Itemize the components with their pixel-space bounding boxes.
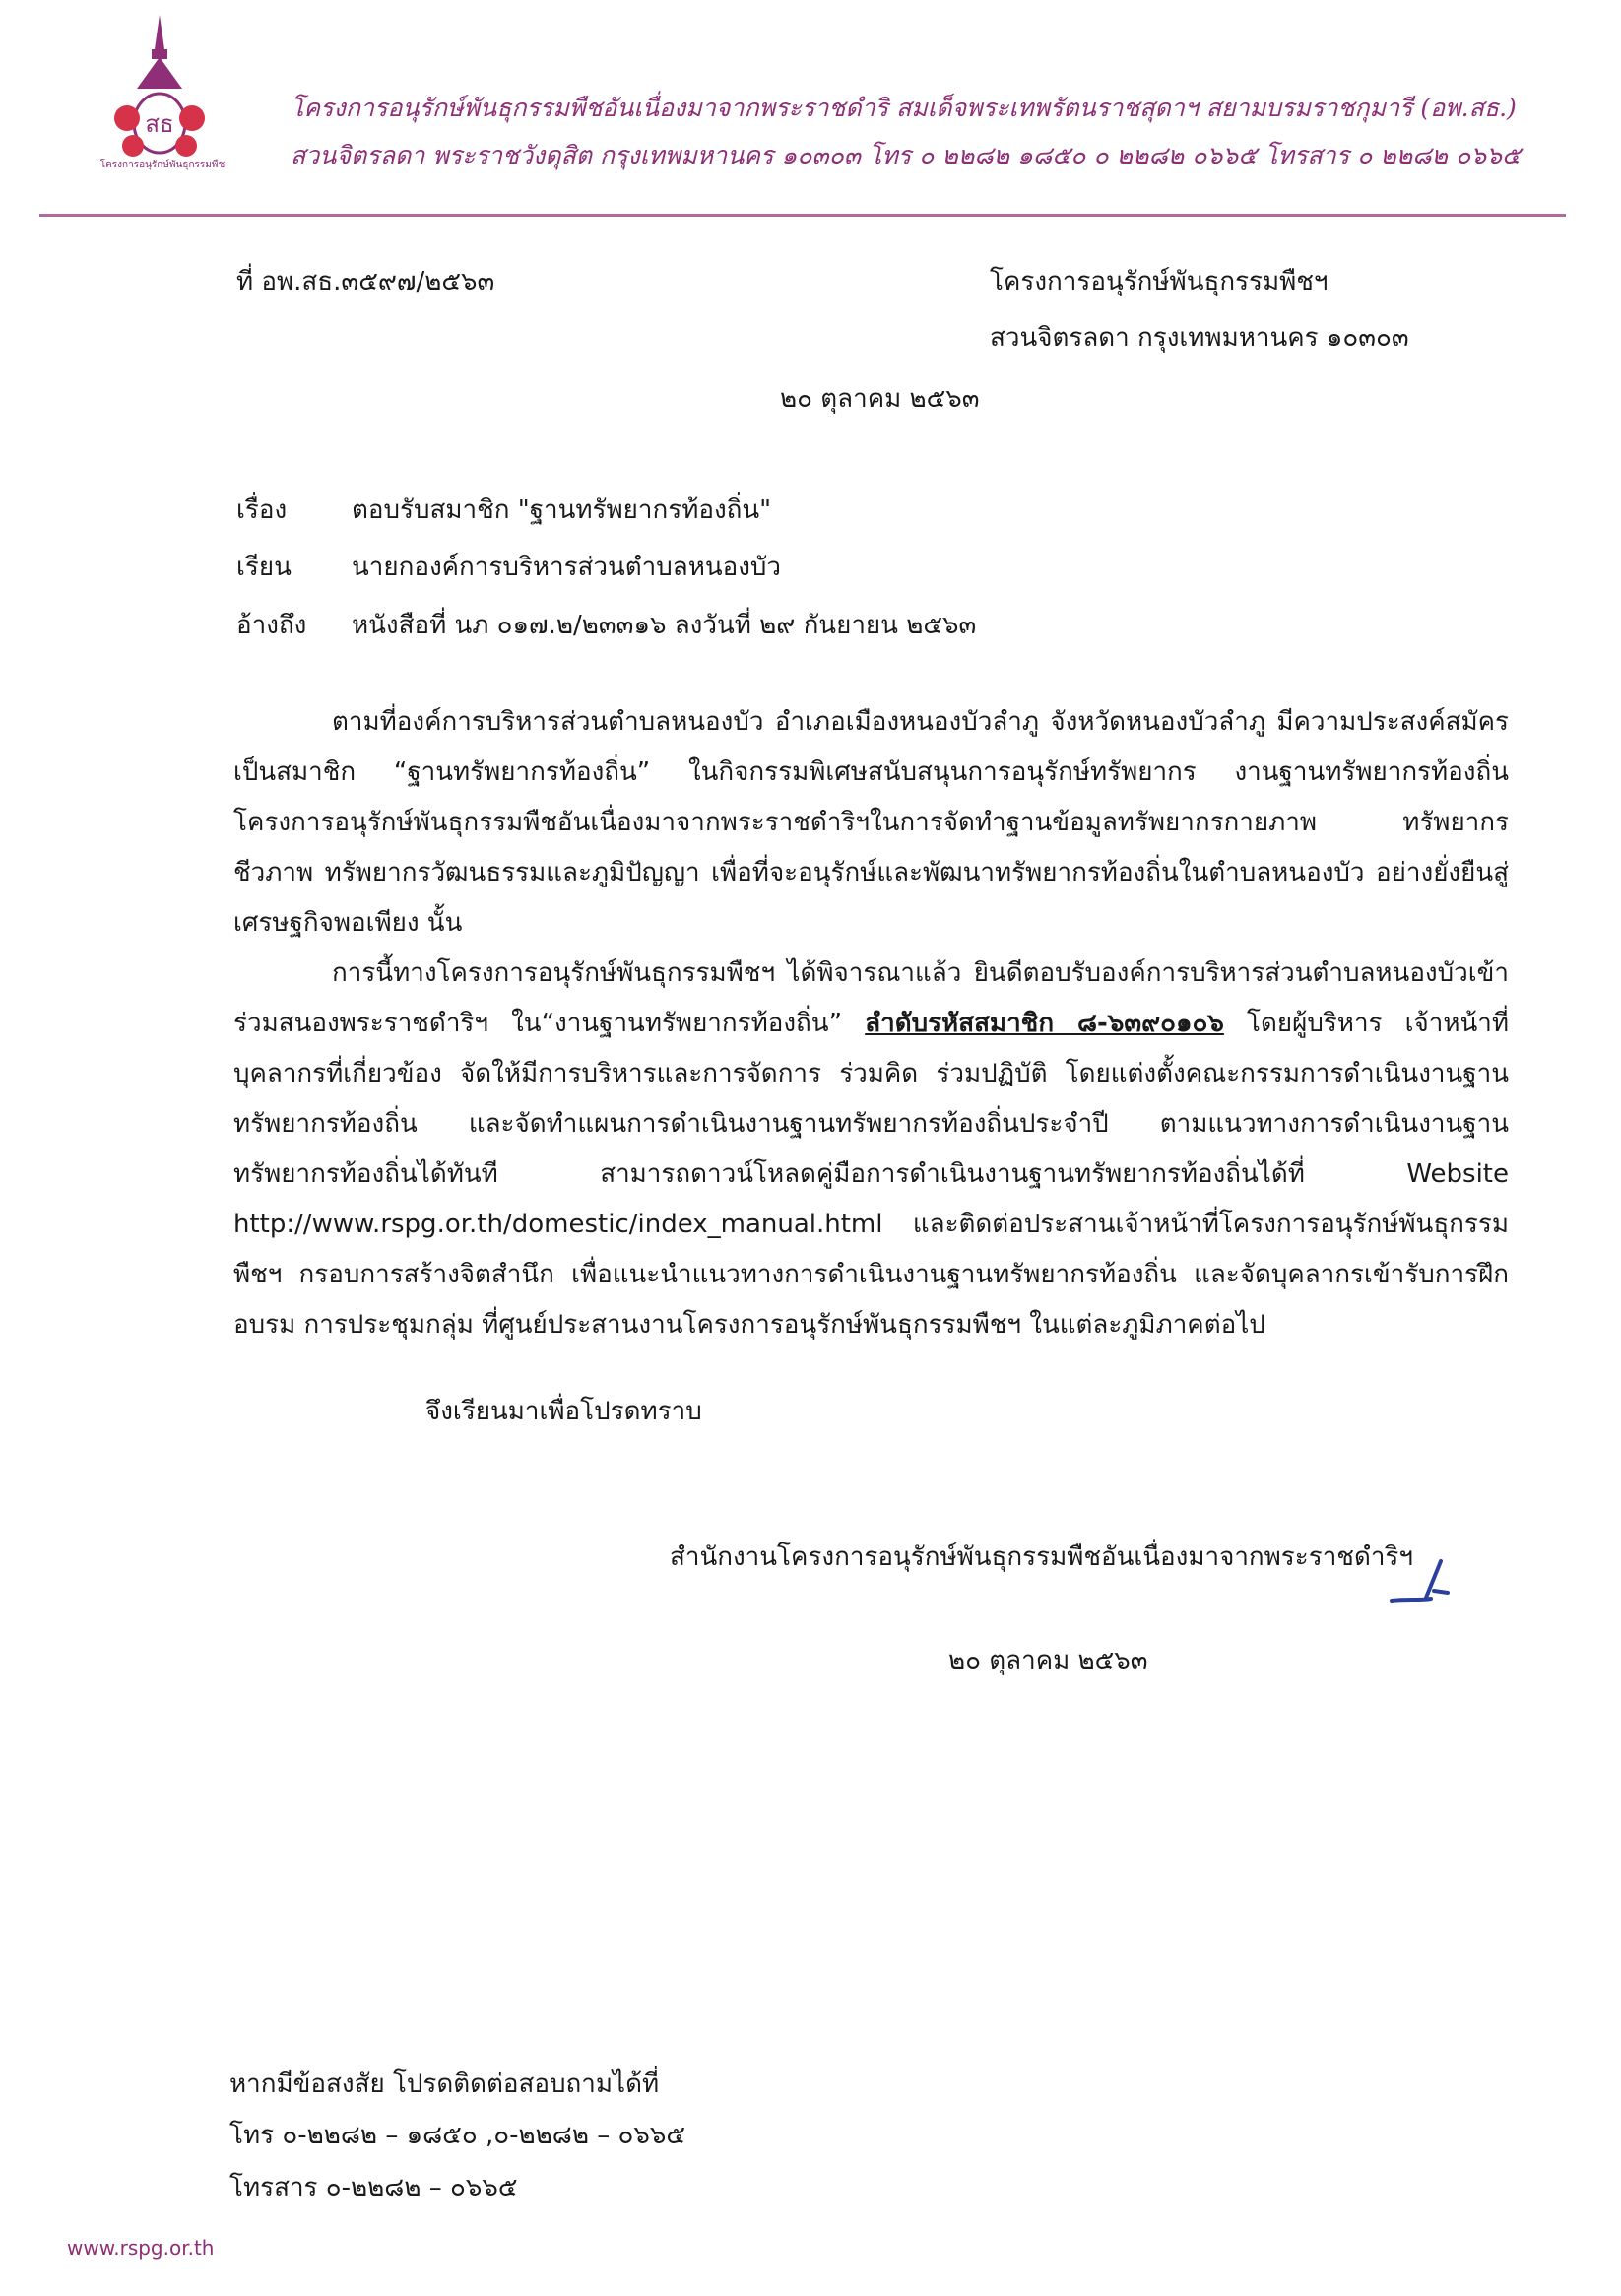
paragraph-2-end: และติดต่อประสานเจ้าหน้าที่โครงการอนุรักษ์พันธุกรรมพืชฯ กรอบการสร้างจิตสำนึก เพื่อแนะนำแนวทางการดำเนินงานฐานทรัพยากรท้องถิ่น และจัดบุคลากรเข้ารับการฝึกอบรม การประชุมกลุ่ม ที่ศูนย์ประสานงานโครงการอนุรักษ์พันธุกรรมพืชฯ ในแต่ละภูมิภาคต่อไป — [233, 1210, 1509, 1340]
footer-website[interactable]: www.rspg.or.th — [67, 2236, 215, 2260]
subject-label: เรื่อง — [236, 495, 288, 525]
sender-address: สวนจิตรลดา กรุงเทพมหานคร ๑๐๓๐๓ — [990, 323, 1409, 353]
manual-link[interactable]: http://www.rspg.or.th/domestic/index_manual.html — [233, 1210, 883, 1239]
inquiry-text: หากมีข้อสงสัย โปรดติดต่อสอบถามได้ที่ — [229, 2069, 660, 2099]
letter-date: ๒๐ ตุลาคม ๒๕๖๓ — [780, 384, 980, 414]
body-paragraph-2 — [233, 949, 1509, 1350]
sender-name: โครงการอนุรักษ์พันธุกรรมพืชฯ — [990, 267, 1329, 296]
reference-label: อ้างถึง — [236, 611, 307, 640]
header-line-2: สวนจิตรลดา พระราชวังดุสิต กรุงเทพมหานคร ๑๐๓๐๓ โทร ๐ ๒๒๘๒ ๑๘๕๐ ๐ ๒๒๘๒ ๐๖๖๕ โทรสาร ๐ ๒๒๘๒ ๐๖๖๕ — [291, 141, 1521, 169]
signature-date: ๒๐ ตุลาคม ๒๕๖๓ — [948, 1646, 1148, 1675]
paragraph-1-text: ตามที่องค์การบริหารส่วนตำบลหนองบัว อำเภอเมืองหนองบัวลำภู จังหวัดหนองบัวลำภู มีความประสงค์สมัครเป็นสมาชิก “ฐานทรัพยากรท้องถิ่น” ในกิจกรรมพิเศษสนับสนุนการอนุรักษ์ทรัพยากร งานฐานทรัพยากรท้องถิ่น โครงการอนุรักษ์พันธุกรรมพืชอันเนื่องมาจากพระราชดำริฯในการจัดทำฐานข้อมูลทรัพยากรกายภาพ ทรัพยากรชีวภาพ ทรัพยากรวัฒนธรรมและภูมิปัญญา เพื่อที่จะอนุรักษ์และพัฒนาทรัพยากรท้องถิ่นในตำบลหนองบัว อย่างยั่งยืนสู่เศรษฐกิจพอเพียง นั้น — [233, 707, 1509, 938]
subject-text: ตอบรับสมาชิก "ฐานทรัพยากรท้องถิ่น" — [352, 495, 772, 525]
rspg-logo — [99, 10, 226, 182]
signature-mark-icon — [1387, 1551, 1456, 1610]
header-divider — [39, 214, 1566, 217]
fax-number: โทรสาร ๐-๒๒๘๒ – ๐๖๖๕ — [229, 2173, 518, 2202]
signature-office: สำนักงานโครงการอนุรักษ์พันธุกรรมพืชอันเนื่องมาจากพระราชดำริฯ — [670, 1542, 1413, 1572]
royal-emblem-icon — [103, 10, 217, 182]
paragraph-2-body: โดยผู้บริหาร เจ้าหน้าที่ บุคลากรที่เกี่ยวข้อง จัดให้มีการบริหารและการจัดการ ร่วมคิด ร่วมปฏิบัติ โดยแต่งตั้งคณะกรรมการดำเนินงานฐานทรัพยากรท้องถิ่น และจัดทำแผนการดำเนินงานฐานทรัพยากรท้องถิ่นประจำปี ตามแนวทางการดำเนินงานฐานทรัพยากรท้องถิ่นได้ทันที สามารถดาวน์โหลดคู่มือการดำเนินงานฐานทรัพยากรท้องถิ่นได้ที่ Website — [233, 1009, 1509, 1189]
reference-number: ที่ อพ.สธ.๓๕๙๗/๒๕๖๓ — [236, 267, 495, 296]
member-code: ลำดับรหัสสมาชิก ๘-๖๓๙๐๑๐๖ — [865, 1009, 1224, 1038]
recipient-label: เรียน — [236, 553, 292, 582]
reference-text: หนังสือที่ นภ ๐๑๗.๒/๒๓๓๑๖ ลงวันที่ ๒๙ กันยายน ๒๕๖๓ — [352, 611, 977, 640]
body-paragraph-1 — [233, 697, 1509, 949]
closing-text: จึงเรียนมาเพื่อโปรดทราบ — [425, 1397, 702, 1426]
header-line-1: โครงการอนุรักษ์พันธุกรรมพืชอันเนื่องมาจากพระราชดำริ สมเด็จพระเทพรัตนราชสุดาฯ สยามบรมราชกุมารี (อพ.สธ.) — [291, 94, 1517, 122]
recipient-text: นายกองค์การบริหารส่วนตำบลหนองบัว — [352, 553, 782, 582]
logo-caption: โครงการอนุรักษ์พันธุกรรมพืช — [99, 160, 226, 170]
phone-numbers: โทร ๐-๒๒๘๒ – ๑๘๕๐ ,๐-๒๒๘๒ – ๐๖๖๕ — [229, 2121, 686, 2150]
svg-text:สธ: สธ — [145, 110, 174, 138]
paragraph-2-intro: การนี้ทางโครงการอนุรักษ์พันธุกรรมพืชฯ ได้พิจารณาแล้ว ยินดีตอบรับองค์การบริหารส่วนตำบลหนองบัวเข้าร่วมสนองพระราชดำริฯ ใน“งานฐานทรัพยากรท้องถิ่น” — [233, 958, 1509, 1038]
